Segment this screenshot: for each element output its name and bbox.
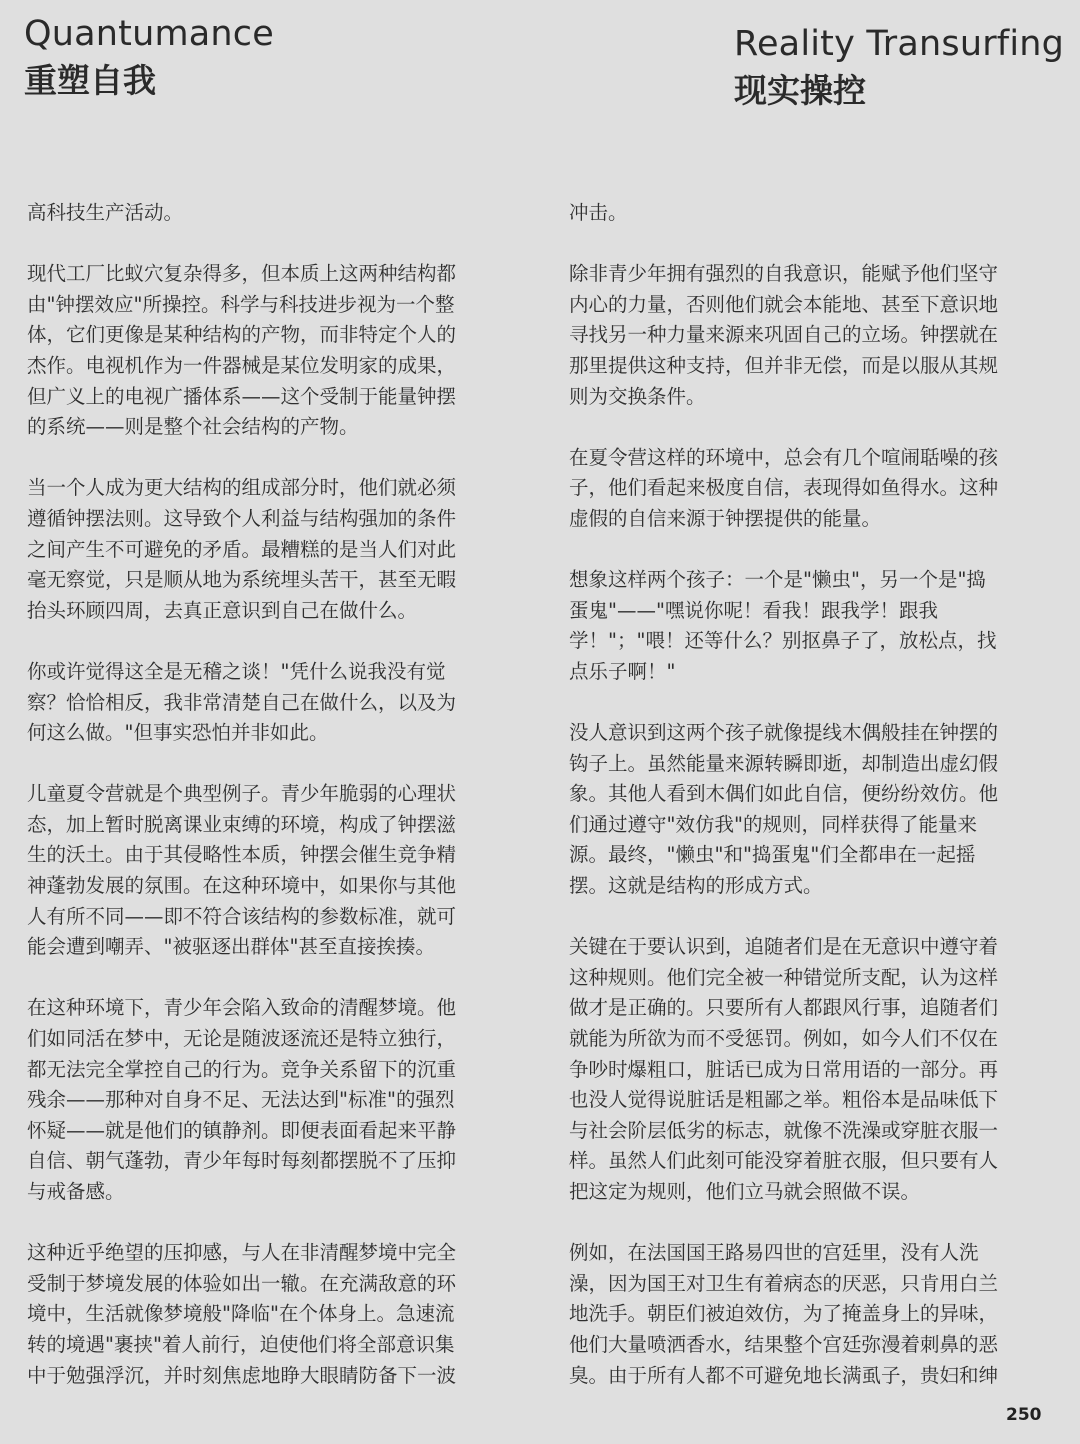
text-line: 们如同活在梦中，无论是随波逐流还是特立独行，: [27, 1027, 457, 1051]
text-line: 在夏令营这样的环境中，总会有几个喧闹聒噪的孩: [569, 445, 999, 469]
text-line: 你或许觉得这全是无稽之谈！"凭什么说我没有觉: [27, 659, 446, 683]
left-title-chinese: 重塑自我: [24, 61, 156, 100]
text-line: 转的境遇"裹挟"着人前行，迫使他们将全部意识集: [27, 1332, 455, 1356]
text-line: 抬头环顾四周，去真正意识到自己在做什么。: [27, 598, 418, 622]
text-line: 寻找另一种力量来源来巩固自己的立场。钟摆就在: [569, 323, 999, 347]
text-line: 察？恰恰相反，我非常清楚自己在做什么，以及为: [27, 690, 457, 714]
text-line: 地洗手。朝臣们被迫效仿，为了掩盖身上的异味，: [569, 1302, 999, 1326]
paragraph: [569, 198, 1039, 229]
text-line: 没人意识到这两个孩子就像提线木偶般挂在钟摆的: [569, 721, 999, 745]
text-line: 受制于梦境发展的体验如出一辙。在充满敌意的环: [27, 1271, 457, 1295]
text-line: 怀疑——就是他们的镇静剂。即便表面看起来平静: [27, 1118, 457, 1142]
right-text-column: [569, 198, 1039, 1422]
text-line: 这种规则。他们完全被一种错觉所支配，认为这样: [569, 965, 999, 989]
text-line: 现代工厂比蚁穴复杂得多，但本质上这两种结构都: [27, 262, 457, 286]
text-line: 例如，在法国国王路易四世的宫廷里，没有人洗: [569, 1241, 979, 1265]
paragraph: [27, 473, 497, 626]
text-line: 做才是正确的。只要所有人都跟风行事，追随者们: [569, 996, 999, 1020]
text-line: 都无法完全掌控自己的行为。竞争关系留下的沉重: [27, 1057, 457, 1081]
left-text-column: [27, 198, 497, 1422]
text-line: 就能为所欲为而不受惩罚。例如，如今人们不仅在: [569, 1027, 999, 1051]
text-line: 源。最终，"懒虫"和"捣蛋鬼"们全都串在一起摇: [569, 843, 976, 867]
text-line: 儿童夏令营就是个典型例子。青少年脆弱的心理状: [27, 782, 457, 806]
text-line: 关键在于要认识到，追随者们是在无意识中遵守着: [569, 935, 999, 959]
text-line: 们通过遵守"效仿我"的规则，同样获得了能量来: [569, 812, 977, 836]
text-line: 虚假的自信来源于钟摆提供的能量。: [569, 506, 882, 530]
text-line: 自信、朝气蓬勃，青少年每时每刻都摆脱不了压抑: [27, 1149, 457, 1173]
text-line: 蛋鬼"——"嘿说你呢！看我！跟我学！跟我: [569, 598, 938, 622]
text-line: 中于勉强浮沉，并时刻焦虑地睁大眼睛防备下一波: [27, 1363, 457, 1387]
left-page-header: [24, 12, 274, 106]
text-line: 体，它们更像是某种结构的产物，而非特定个人的: [27, 323, 457, 347]
text-line: 何这么做。"但事实恐怕并非如此。: [27, 721, 329, 745]
right-page-header: [734, 22, 1064, 116]
text-line: 争吵时爆粗口，脏话已成为日常用语的一部分。再: [569, 1057, 999, 1081]
text-line: 他们大量喷洒香水，结果整个宫廷弥漫着刺鼻的恶: [569, 1332, 999, 1356]
text-line: 毫无察觉，只是顺从地为系统埋头苦干，甚至无暇: [27, 568, 457, 592]
text-line: 但广义上的电视广播体系——这个受制于能量钟摆: [27, 384, 457, 408]
text-line: 与社会阶层低劣的标志，就像不洗澡或穿脏衣服一: [569, 1118, 999, 1142]
paragraph: [27, 259, 497, 443]
text-line: 想象这样两个孩子：一个是"懒虫"，另一个是"捣: [569, 568, 986, 592]
paragraph: [27, 779, 497, 963]
text-line: 当一个人成为更大结构的组成部分时，他们就必须: [27, 476, 457, 500]
paragraph: [569, 259, 1039, 412]
text-line: 冲击。: [569, 201, 628, 224]
paragraph: [27, 198, 497, 229]
paragraph: [569, 443, 1039, 535]
text-line: 这种近乎绝望的压抑感，与人在非清醒梦境中完全: [27, 1241, 457, 1265]
text-line: 点乐子啊！": [569, 659, 676, 683]
text-line: 把这定为规则，他们立马就会照做不误。: [569, 1180, 921, 1203]
text-line: 遵循钟摆法则。这导致个人利益与结构强加的条件: [27, 506, 457, 530]
text-line: 摆。这就是结构的形成方式。: [569, 874, 823, 898]
text-line: 臭。由于所有人都不可避免地长满虱子，贵妇和绅: [569, 1363, 999, 1387]
text-line: 澡，因为国王对卫生有着病态的厌恶，只肯用白兰: [569, 1271, 999, 1295]
text-line: 子，他们看起来极度自信，表现得如鱼得水。这种: [569, 476, 999, 500]
paragraph: [27, 657, 497, 749]
paragraph: [27, 1238, 497, 1391]
text-line: 那里提供这种支持，但并非无偿，而是以服从其规: [569, 353, 999, 377]
right-title-english: Reality Transurfing: [734, 24, 1065, 64]
text-line: 的系统——则是整个社会结构的产物。: [27, 415, 359, 439]
text-line: 神蓬勃发展的氛围。在这种环境中，如果你与其他: [27, 874, 457, 898]
text-line: 样。虽然人们此刻可能没穿着脏衣服，但只要有人: [569, 1149, 999, 1173]
right-title-chinese: 现实操控: [734, 71, 866, 110]
text-line: 由"钟摆效应"所操控。科学与科技进步视为一个整: [27, 292, 455, 316]
text-line: 之间产生不可避免的矛盾。最糟糕的是当人们对此: [27, 537, 457, 561]
paragraph: [27, 993, 497, 1207]
text-line: 内心的力量，否则他们就会本能地、甚至下意识地: [569, 292, 999, 316]
text-line: 高科技生产活动。: [27, 201, 184, 224]
text-line: 则为交换条件。: [569, 384, 706, 408]
text-line: 钩子上。虽然能量来源转瞬即逝，却制造出虚幻假: [569, 751, 999, 775]
left-title-english: Quantumance: [24, 14, 274, 54]
text-line: 生的沃土。由于其侵略性本质，钟摆会催生竞争精: [27, 843, 457, 867]
text-line: 杰作。电视机作为一件器械是某位发明家的成果，: [27, 353, 457, 377]
text-line: 除非青少年拥有强烈的自我意识，能赋予他们坚守: [569, 262, 999, 286]
paragraph: [569, 932, 1039, 1207]
text-line: 态，加上暂时脱离课业束缚的环境，构成了钟摆滋: [27, 812, 457, 836]
page-number: 250: [1006, 1405, 1042, 1425]
text-line: 境中，生活就像梦境般"降临"在个体身上。急速流: [27, 1302, 455, 1326]
text-line: 残余——那种对自身不足、无法达到"标准"的强烈: [27, 1088, 455, 1112]
text-line: 在这种环境下，青少年会陷入致命的清醒梦境。他: [27, 996, 457, 1020]
text-line: 能会遭到嘲弄、"被驱逐出群体"甚至直接挨揍。: [27, 935, 435, 959]
text-line: 与戒备感。: [27, 1180, 125, 1203]
text-line: 学！"；"喂！还等什么？别抠鼻子了，放松点，找: [569, 629, 997, 653]
text-line: 人有所不同——即不符合该结构的参数标准，就可: [27, 904, 457, 928]
text-line: 也没人觉得说脏话是粗鄙之举。粗俗本是品味低下: [569, 1088, 999, 1112]
paragraph: [569, 718, 1039, 902]
text-line: 象。其他人看到木偶们如此自信，便纷纷效仿。他: [569, 782, 999, 806]
paragraph: [569, 565, 1039, 687]
paragraph: [569, 1238, 1039, 1391]
